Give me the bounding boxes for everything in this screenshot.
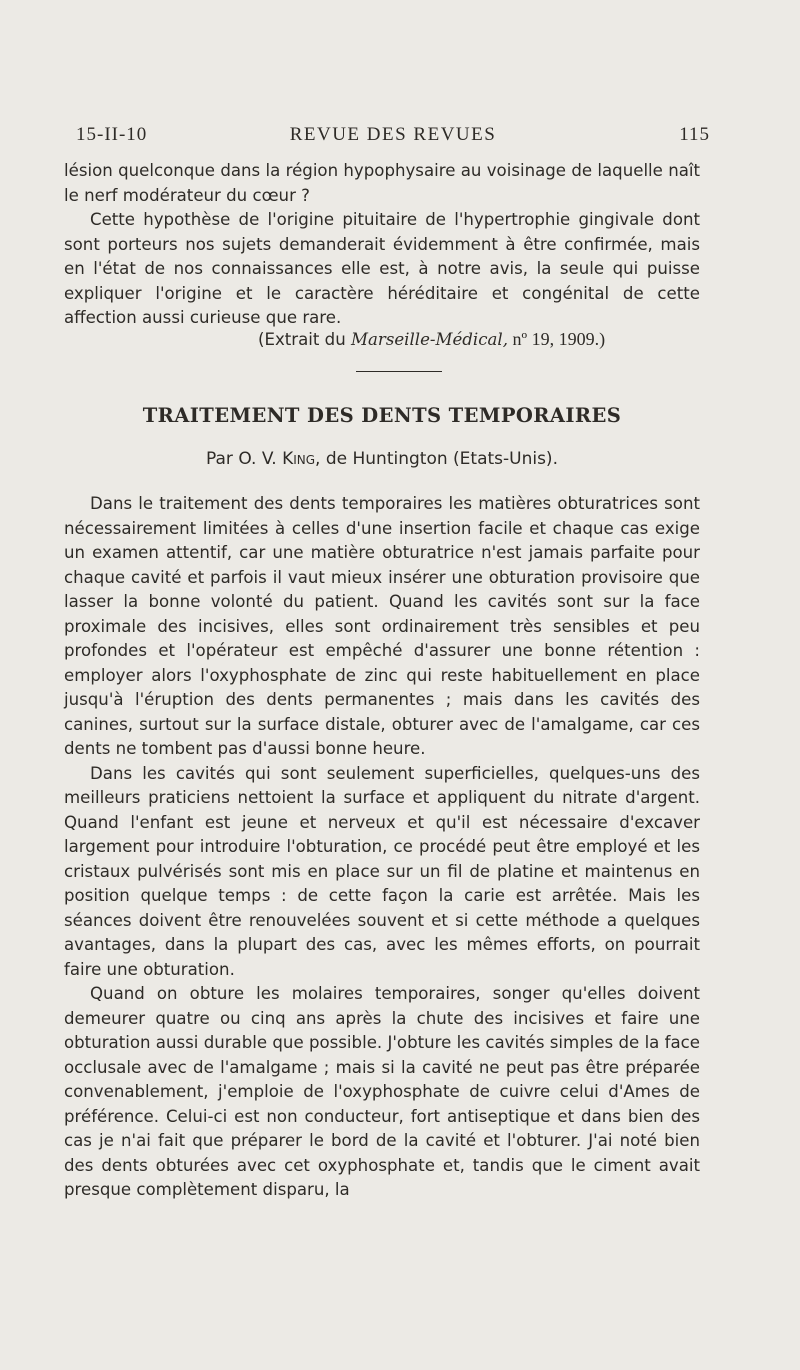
cited-journal: Marseille-Médical, bbox=[351, 330, 509, 349]
issue-date: 15-II-10 bbox=[76, 124, 148, 145]
paragraph: Dans le traitement des dents temporaires les matières obturatrices sont nécessairement limitées à celles d'une insertion facile et chaque cas exige un examen attentif, car une matière obturatrice n'est jamais parfaite pour chaque cavité et parfois il vaut mieux insérer une obturation provisoire que lasser la bonne volonté du patient. Quand les cavités sont sur la face proximale des incisives, elles sont ordinairement très sensibles et peu profondes et l'opérateur est empêché d'assurer une bonne rétention : employer alors l'oxyphosphate de zinc qui reste habituellement en place jusqu'à l'éruption des dents permanentes ; mais dans les cavités des canines, surtout sur la surface distale, obturer avec de l'amalgame, car ces dents ne tombent pas d'aussi bonne heure. bbox=[64, 494, 700, 758]
citation-prefix: (Extrait du bbox=[258, 330, 351, 349]
paragraph: lésion quelconque dans la région hypophysaire au voisinage de laquelle naît le nerf modérateur du cœur ? bbox=[64, 161, 700, 205]
article-body bbox=[64, 492, 700, 1203]
citation-issue: nº 19, 1909.) bbox=[508, 329, 606, 349]
paragraph: Quand on obture les molaires temporaires, songer qu'elles doivent demeurer quatre ou cinq ans après la chute des incisives et faire une obturation aussi durable que possible. J'obture les cavités simples de la face occlusale avec de l'amalgame ; mais si la cavité ne peut pas être préparée convenablement, j'emploie de l'oxyphosphate de cuivre celui d'Ames de préférence. Celui-ci est non conducteur, fort antiseptique et dans bien des cas je n'ai fait que préparer le bord de la cavité et l'obturer. J'ai noté bien des dents obturées avec cet oxyphosphate et, tandis que le ciment avait presque complètement disparu, la bbox=[64, 984, 700, 1199]
page-number: 115 bbox=[679, 124, 710, 145]
paragraph: Dans les cavités qui sont seulement superficielles, quelques-uns des meilleurs praticiens nettoient la surface et appliquent du nitrate d'argent. Quand l'enfant est jeune et nerveux et qu'il est nécessaire d'excaver largement pour introduire l'obturation, ce procédé peut être employé et les cristaux pulvérisés sont mis en place sur un fil de platine et maintenus en position quelque temps : de cette façon la carie est arrêtée. Mais les séances doivent être renouvelées souvent et si cette méthode a quelques avantages, dans la plupart des cas, avec les mêmes efforts, on pourrait faire une obturation. bbox=[64, 763, 700, 979]
section-divider bbox=[356, 371, 442, 372]
continued-text bbox=[64, 159, 700, 331]
paragraph: Cette hypothèse de l'origine pituitaire de l'hypertrophie gingivale dont sont porteurs nos sujets demanderait évidemment à être confirmée, mais en l'état de nos connaissances elle est, à notre avis, la seule qui puisse expliquer l'origine et le caractère héréditaire et congénital de cette affection aussi curieuse que rare. bbox=[64, 210, 700, 327]
journal-title: REVUE DES REVUES bbox=[289, 124, 497, 145]
article-title: TRAITEMENT DES DENTS TEMPORAIRES bbox=[142, 404, 622, 427]
byline bbox=[64, 447, 700, 471]
byline-suffix: , de Huntington (Etats-Unis). bbox=[315, 449, 558, 469]
running-head bbox=[76, 124, 710, 148]
source-citation bbox=[258, 327, 605, 352]
byline-prefix: Par O. V. bbox=[206, 449, 283, 469]
author-surname: King bbox=[282, 449, 316, 469]
